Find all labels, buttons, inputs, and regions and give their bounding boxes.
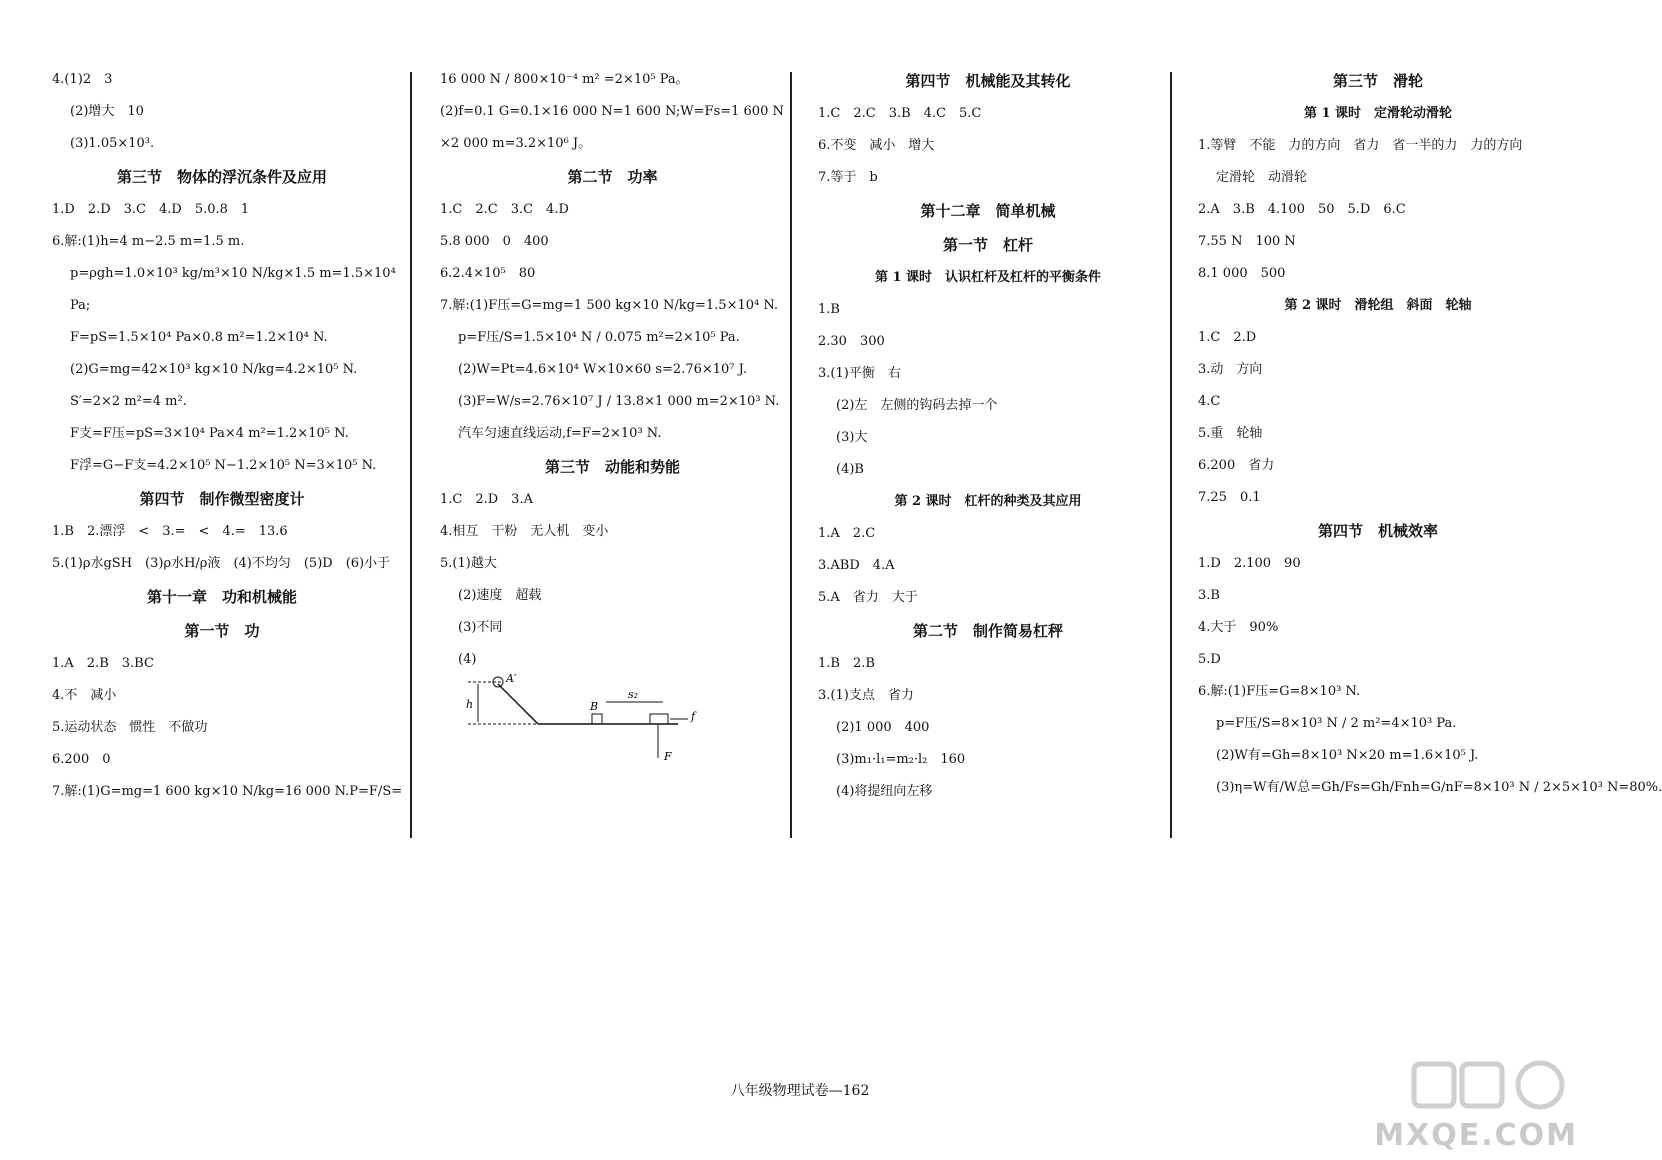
answer-line: F=pS=1.5×10⁴ Pa×0.8 m²=1.2×10⁴ N.	[70, 330, 328, 345]
block-b-label: B	[590, 700, 599, 713]
answer-line: (2)G=mg=42×10³ kg×10 N/kg=4.2×10⁵ N.	[70, 362, 358, 377]
answer-line: (3)η=W有/W总=Gh/Fs=Gh/Fnh=G/nF=8×10³ N / 2×5×10³ N=80%.	[1216, 780, 1662, 795]
answer-line: (4)将提纽向左移	[836, 784, 933, 799]
answer-line: 4.(1)2 3	[52, 72, 113, 87]
answer-line: 6.解:(1)F压=G=8×10³ N.	[1198, 684, 1361, 699]
answer-line: (4)B	[836, 462, 864, 477]
answer-line: 6.200 0	[52, 752, 111, 767]
answer-line: 1.C 2.C 3.B 4.C 5.C	[818, 106, 982, 121]
answer-line: (2)左 左侧的钩码去掉一个	[836, 398, 998, 413]
section-heading: 第一节 功	[184, 622, 260, 640]
section-heading: 第三节 动能和势能	[544, 458, 680, 476]
answer-line: (3)大	[836, 430, 868, 445]
answer-line: 6.200 省力	[1198, 458, 1275, 473]
answer-line: 6.2.4×10⁵ 80	[440, 266, 536, 281]
watermark-text: MXQE.COM	[1374, 1118, 1578, 1153]
answer-line: 1.D 2.100 90	[1198, 556, 1301, 571]
lesson-heading: 第 1 课时 定滑轮动滑轮	[1303, 106, 1453, 121]
answer-line: (3)m₁·l₁=m₂·l₂ 160	[836, 752, 966, 767]
answer-line: (3)不同	[458, 620, 503, 635]
force-label: F	[664, 750, 672, 763]
answer-line: 2.A 3.B 4.100 50 5.D 6.C	[1198, 202, 1406, 217]
answer-line: 2.30 300	[818, 334, 885, 349]
answer-line: 5.(1)ρ水gSH (3)ρ水H/ρ液 (4)不均匀 (5)D (6)小于	[52, 556, 391, 571]
answer-line: 1.C 2.C 3.C 4.D	[440, 202, 569, 217]
height-label: h	[466, 698, 474, 711]
section-heading: 第二节 制作简易杠秤	[912, 622, 1063, 640]
chapter-heading: 第十一章 功和机械能	[146, 588, 297, 606]
answer-line: 1.B 2.B	[818, 656, 875, 671]
section-heading: 第三节 物体的浮沉条件及应用	[116, 168, 327, 186]
answer-line: 7.解:(1)G=mg=1 600 kg×10 N/kg=16 000 N.P=F/S=	[52, 784, 403, 799]
answer-line: (2)速度 超载	[458, 588, 542, 603]
answer-line: (3)1.05×10³.	[70, 136, 155, 151]
answer-line: 1.C 2.D 3.A	[440, 492, 533, 507]
answer-line: 5.运动状态 惯性 不做功	[52, 720, 208, 735]
answer-line: 6.不变 减小 增大	[818, 138, 935, 153]
column-2	[440, 64, 785, 770]
answer-line: 7.55 N 100 N	[1198, 234, 1296, 249]
section-heading: 第四节 制作微型密度计	[139, 490, 305, 508]
answer-line: (4)	[458, 652, 477, 667]
answer-line: (2)W=Pt=4.6×10⁴ W×10×60 s=2.76×10⁷ J.	[458, 362, 747, 377]
answer-line: Pa;	[70, 298, 91, 313]
lesson-heading: 第 2 课时 杠杆的种类及其应用	[894, 494, 1082, 509]
answer-line: 定滑轮 动滑轮	[1216, 170, 1308, 185]
answer-line: (2)1 000 400	[836, 720, 930, 735]
answer-line: 汽车匀速直线运动,f=F=2×10³ N.	[458, 426, 662, 441]
page-footer: 八年级物理试卷—162	[730, 1083, 870, 1099]
answer-line: 1.等臂 不能 力的方向 省力 省一半的力 力的方向	[1198, 138, 1523, 153]
answer-line: 3.动 方向	[1198, 362, 1263, 377]
answer-line: 6.解:(1)h=4 m−2.5 m=1.5 m.	[52, 234, 245, 249]
column-divider-1	[410, 72, 412, 838]
answer-line: F支=F压=pS=3×10⁴ Pa×4 m²=1.2×10⁵ N.	[70, 426, 349, 441]
answer-line: (2)增大 10	[70, 104, 144, 119]
lesson-heading: 第 2 课时 滑轮组 斜面 轮轴	[1284, 298, 1472, 313]
answer-line: 4.不 减小	[52, 688, 117, 703]
section-heading: 第二节 功率	[567, 168, 658, 186]
block-b	[592, 714, 602, 724]
answer-line: 16 000 N / 800×10⁻⁴ m² =2×10⁵ Pa。	[440, 72, 689, 87]
answer-line: 5.重 轮轴	[1198, 426, 1263, 441]
answer-line: 7.解:(1)F压=G=mg=1 500 kg×10 N/kg=1.5×10⁴ N.	[440, 298, 779, 313]
answer-line: S′=2×2 m²=4 m².	[70, 394, 187, 409]
distance-label: s₂	[628, 688, 639, 701]
friction-label: f	[691, 710, 696, 723]
answer-line: ×2 000 m=3.2×10⁶ J。	[440, 136, 592, 151]
column-4	[1198, 64, 1662, 804]
answer-line: 1.A 2.B 3.BC	[52, 656, 154, 671]
answer-line: 3.B	[1198, 588, 1220, 603]
answer-line: (2)W有=Gh=8×10³ N×20 m=1.6×10⁵ J.	[1216, 748, 1479, 763]
section-heading: 第四节 机械能及其转化	[905, 72, 1071, 90]
answer-line: 5.(1)越大	[440, 556, 497, 571]
section-heading: 第一节 杠杆	[942, 236, 1033, 254]
ramp-diagram	[458, 672, 708, 766]
cart	[650, 714, 668, 724]
lesson-heading: 第 1 课时 认识杠杆及杠杆的平衡条件	[874, 270, 1102, 285]
answer-line: 7.25 0.1	[1198, 490, 1261, 505]
column-3	[818, 64, 1158, 808]
ramp-slope	[498, 684, 538, 724]
answer-line: 5.8 000 0 400	[440, 234, 549, 249]
answer-line: 3.(1)支点 省力	[818, 688, 914, 703]
ball-label: A′	[506, 672, 517, 685]
answer-line: F浮=G−F支=4.2×10⁵ N−1.2×10⁵ N=3×10⁵ N.	[70, 458, 377, 473]
answer-line: 1.B 2.漂浮 < 3.= < 4.= 13.6	[52, 524, 288, 539]
answer-line: 4.相互 干粉 无人机 变小	[440, 524, 609, 539]
section-heading: 第三节 滑轮	[1332, 72, 1423, 90]
answer-line: 1.D 2.D 3.C 4.D 5.0.8 1	[52, 202, 250, 217]
answer-line: (3)F=W/s=2.76×10⁷ J / 13.8×1 000 m=2×10³ N.	[458, 394, 780, 409]
watermark-logo-icon	[1412, 1060, 1582, 1110]
answer-line: p=F压/S=8×10³ N / 2 m²=4×10³ Pa.	[1216, 716, 1457, 731]
answer-line: p=F压/S=1.5×10⁴ N / 0.075 m²=2×10⁵ Pa.	[458, 330, 740, 345]
answer-line: 5.A 省力 大于	[818, 590, 918, 605]
column-divider-3	[1170, 72, 1172, 838]
chapter-heading: 第十二章 简单机械	[920, 202, 1056, 220]
answer-line: 1.C 2.D	[1198, 330, 1257, 345]
answer-line: 1.B	[818, 302, 840, 317]
column-1	[52, 64, 403, 808]
answer-line: 7.等于 b	[818, 170, 878, 185]
section-heading: 第四节 机械效率	[1317, 522, 1438, 540]
answer-line: 5.D	[1198, 652, 1221, 667]
answer-line: 3.ABD 4.A	[818, 558, 895, 573]
answer-line: (2)f=0.1 G=0.1×16 000 N=1 600 N;W=Fs=1 600 N	[440, 104, 784, 119]
answer-line: 1.A 2.C	[818, 526, 876, 541]
column-divider-2	[790, 72, 792, 838]
answer-line: 8.1 000 500	[1198, 266, 1286, 281]
answer-line: 4.大于 90%	[1198, 620, 1279, 635]
answer-line: 3.(1)平衡 右	[818, 366, 901, 381]
answer-line: p=ρgh=1.0×10³ kg/m³×10 N/kg×1.5 m=1.5×10⁴	[70, 266, 396, 281]
answer-line: 4.C	[1198, 394, 1221, 409]
